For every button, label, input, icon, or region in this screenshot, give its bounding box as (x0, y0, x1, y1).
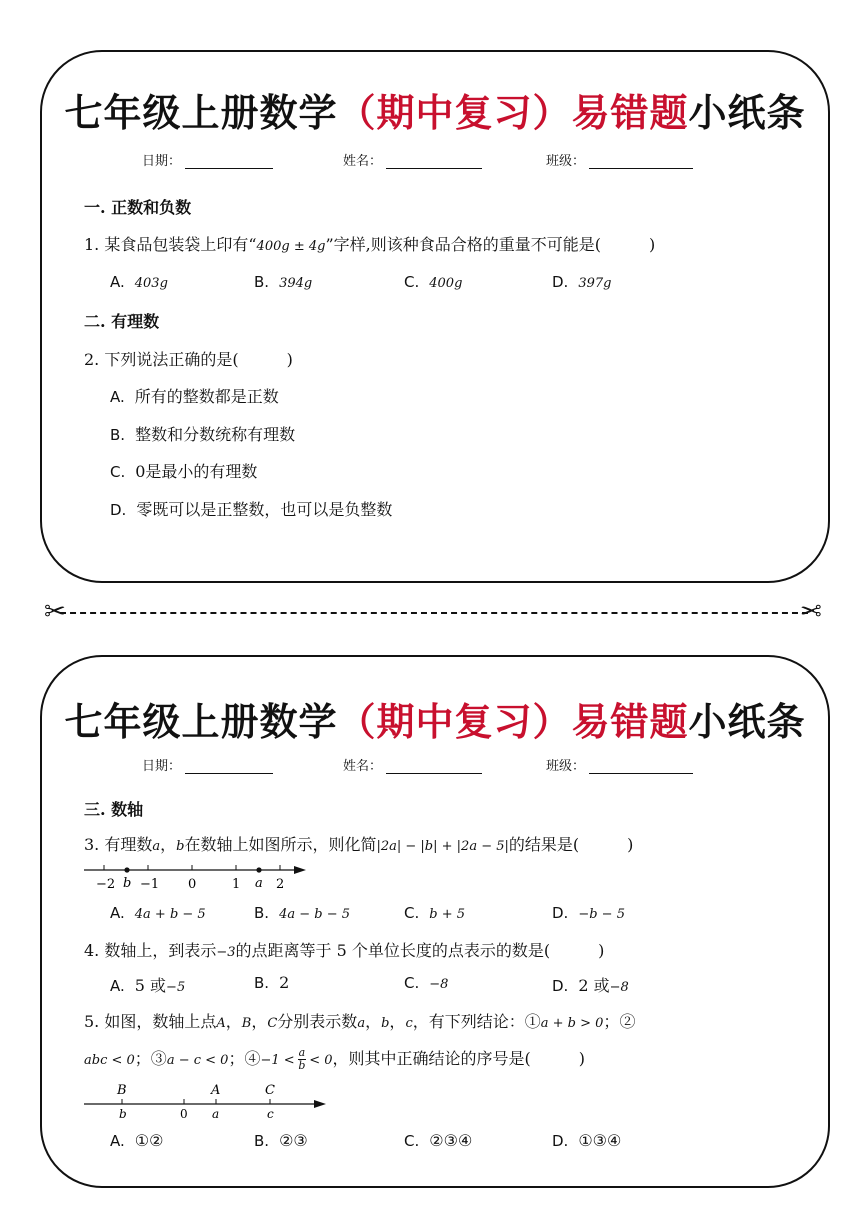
question-5: 5. 如图，数轴上点A，B，C分别表示数a，b，c，有下列结论：①a + b > 0；② (84, 1012, 636, 1031)
point-a (256, 867, 261, 872)
date-field[interactable]: 日期： (142, 150, 273, 169)
title-highlight: （期中复习）易错题 (337, 90, 689, 135)
option[interactable]: A. 5 或−5 (110, 976, 186, 995)
option[interactable]: C. 400g (404, 273, 463, 291)
option[interactable]: C. ②③④ (404, 1131, 473, 1150)
option[interactable]: C. 0是最小的有理数 (110, 462, 258, 481)
card-title: 七年级上册数学（期中复习）易错题小纸条 (64, 699, 806, 744)
option[interactable]: B. 394g (254, 273, 313, 291)
class-field[interactable]: 班级： (546, 755, 693, 774)
option[interactable]: A. 403g (110, 273, 168, 291)
option[interactable]: A. ①② (110, 1131, 164, 1150)
tick-label: c (267, 1107, 274, 1121)
cut-line (60, 612, 808, 614)
axis-arrow-icon (294, 866, 306, 874)
tick-label: a (212, 1107, 220, 1121)
tick-label: a (255, 876, 263, 891)
option[interactable]: A. 所有的整数都是正数 (110, 387, 279, 406)
question-4: 4. 数轴上，到表示−3的点距离等于 5 个单位长度的点表示的数是( ) (84, 941, 605, 960)
note-card-1 (40, 50, 830, 583)
name-field[interactable]: 姓名： (343, 150, 482, 169)
point-label: B (117, 1083, 127, 1098)
point-label: A (211, 1083, 221, 1098)
option[interactable]: D. 2 或−8 (552, 976, 629, 995)
option[interactable]: D. ①③④ (552, 1131, 622, 1150)
option[interactable]: B. 2 (254, 973, 290, 992)
number-line-q5 (84, 1081, 344, 1125)
scissors-icon: ✂ (800, 597, 822, 627)
question-1: 1. 某食品包装袋上印有“400g ± 4g”字样,则该种食品合格的重量不可能是( ) (84, 235, 656, 254)
section-heading: 二. 有理数 (84, 312, 160, 331)
tick-label: b (123, 876, 132, 891)
axis-arrow-icon (314, 1100, 326, 1108)
section-heading: 三. 数轴 (84, 800, 144, 819)
option[interactable]: B. 4a − b − 5 (254, 904, 350, 922)
section-heading: 一. 正数和负数 (84, 198, 192, 217)
date-field[interactable]: 日期： (142, 755, 273, 774)
point-b (124, 867, 129, 872)
question-5-line-2: abc < 0；③a − c < 0；④−1 < $\frac{a}{b}$ < 0，则其中正确结论的序号是( ) (84, 1046, 586, 1072)
option[interactable]: C. b + 5 (404, 904, 465, 922)
scissors-icon: ✂ (44, 597, 66, 627)
option[interactable]: A. 4a + b − 5 (110, 904, 206, 922)
tick-label: 1 (232, 877, 241, 892)
point-label: C (265, 1083, 275, 1098)
title-highlight: （期中复习）易错题 (337, 699, 689, 744)
info-fields (142, 755, 743, 774)
tick-label: b (119, 1107, 127, 1121)
fraction: $\frac{a}{b}$ (298, 1046, 306, 1072)
option[interactable]: D. −b − 5 (552, 904, 625, 922)
info-fields (142, 150, 743, 169)
tick-label: −2 (96, 877, 116, 892)
tick-label: 0 (188, 877, 197, 892)
option[interactable]: D. 397g (552, 273, 612, 291)
number-line-q3 (84, 857, 324, 897)
tick-label: 2 (276, 877, 285, 892)
note-card-2 (40, 655, 830, 1188)
card-title: 七年级上册数学（期中复习）易错题小纸条 (64, 90, 806, 135)
question-3: 3. 有理数a，b在数轴上如图所示，则化简|2a| − |b| + |2a − 5|的结果是( ) (84, 835, 634, 854)
tick-label: −1 (140, 877, 160, 892)
class-field[interactable]: 班级： (546, 150, 693, 169)
name-field[interactable]: 姓名： (343, 755, 482, 774)
question-2: 2. 下列说法正确的是( ) (84, 350, 293, 369)
option[interactable]: C. −8 (404, 974, 449, 992)
option[interactable]: D. 零既可以是正整数，也可以是负整数 (110, 500, 393, 519)
tick-label: 0 (180, 1107, 188, 1121)
option[interactable]: B. 整数和分数统称有理数 (110, 425, 296, 444)
option[interactable]: B. ②③ (254, 1131, 308, 1150)
